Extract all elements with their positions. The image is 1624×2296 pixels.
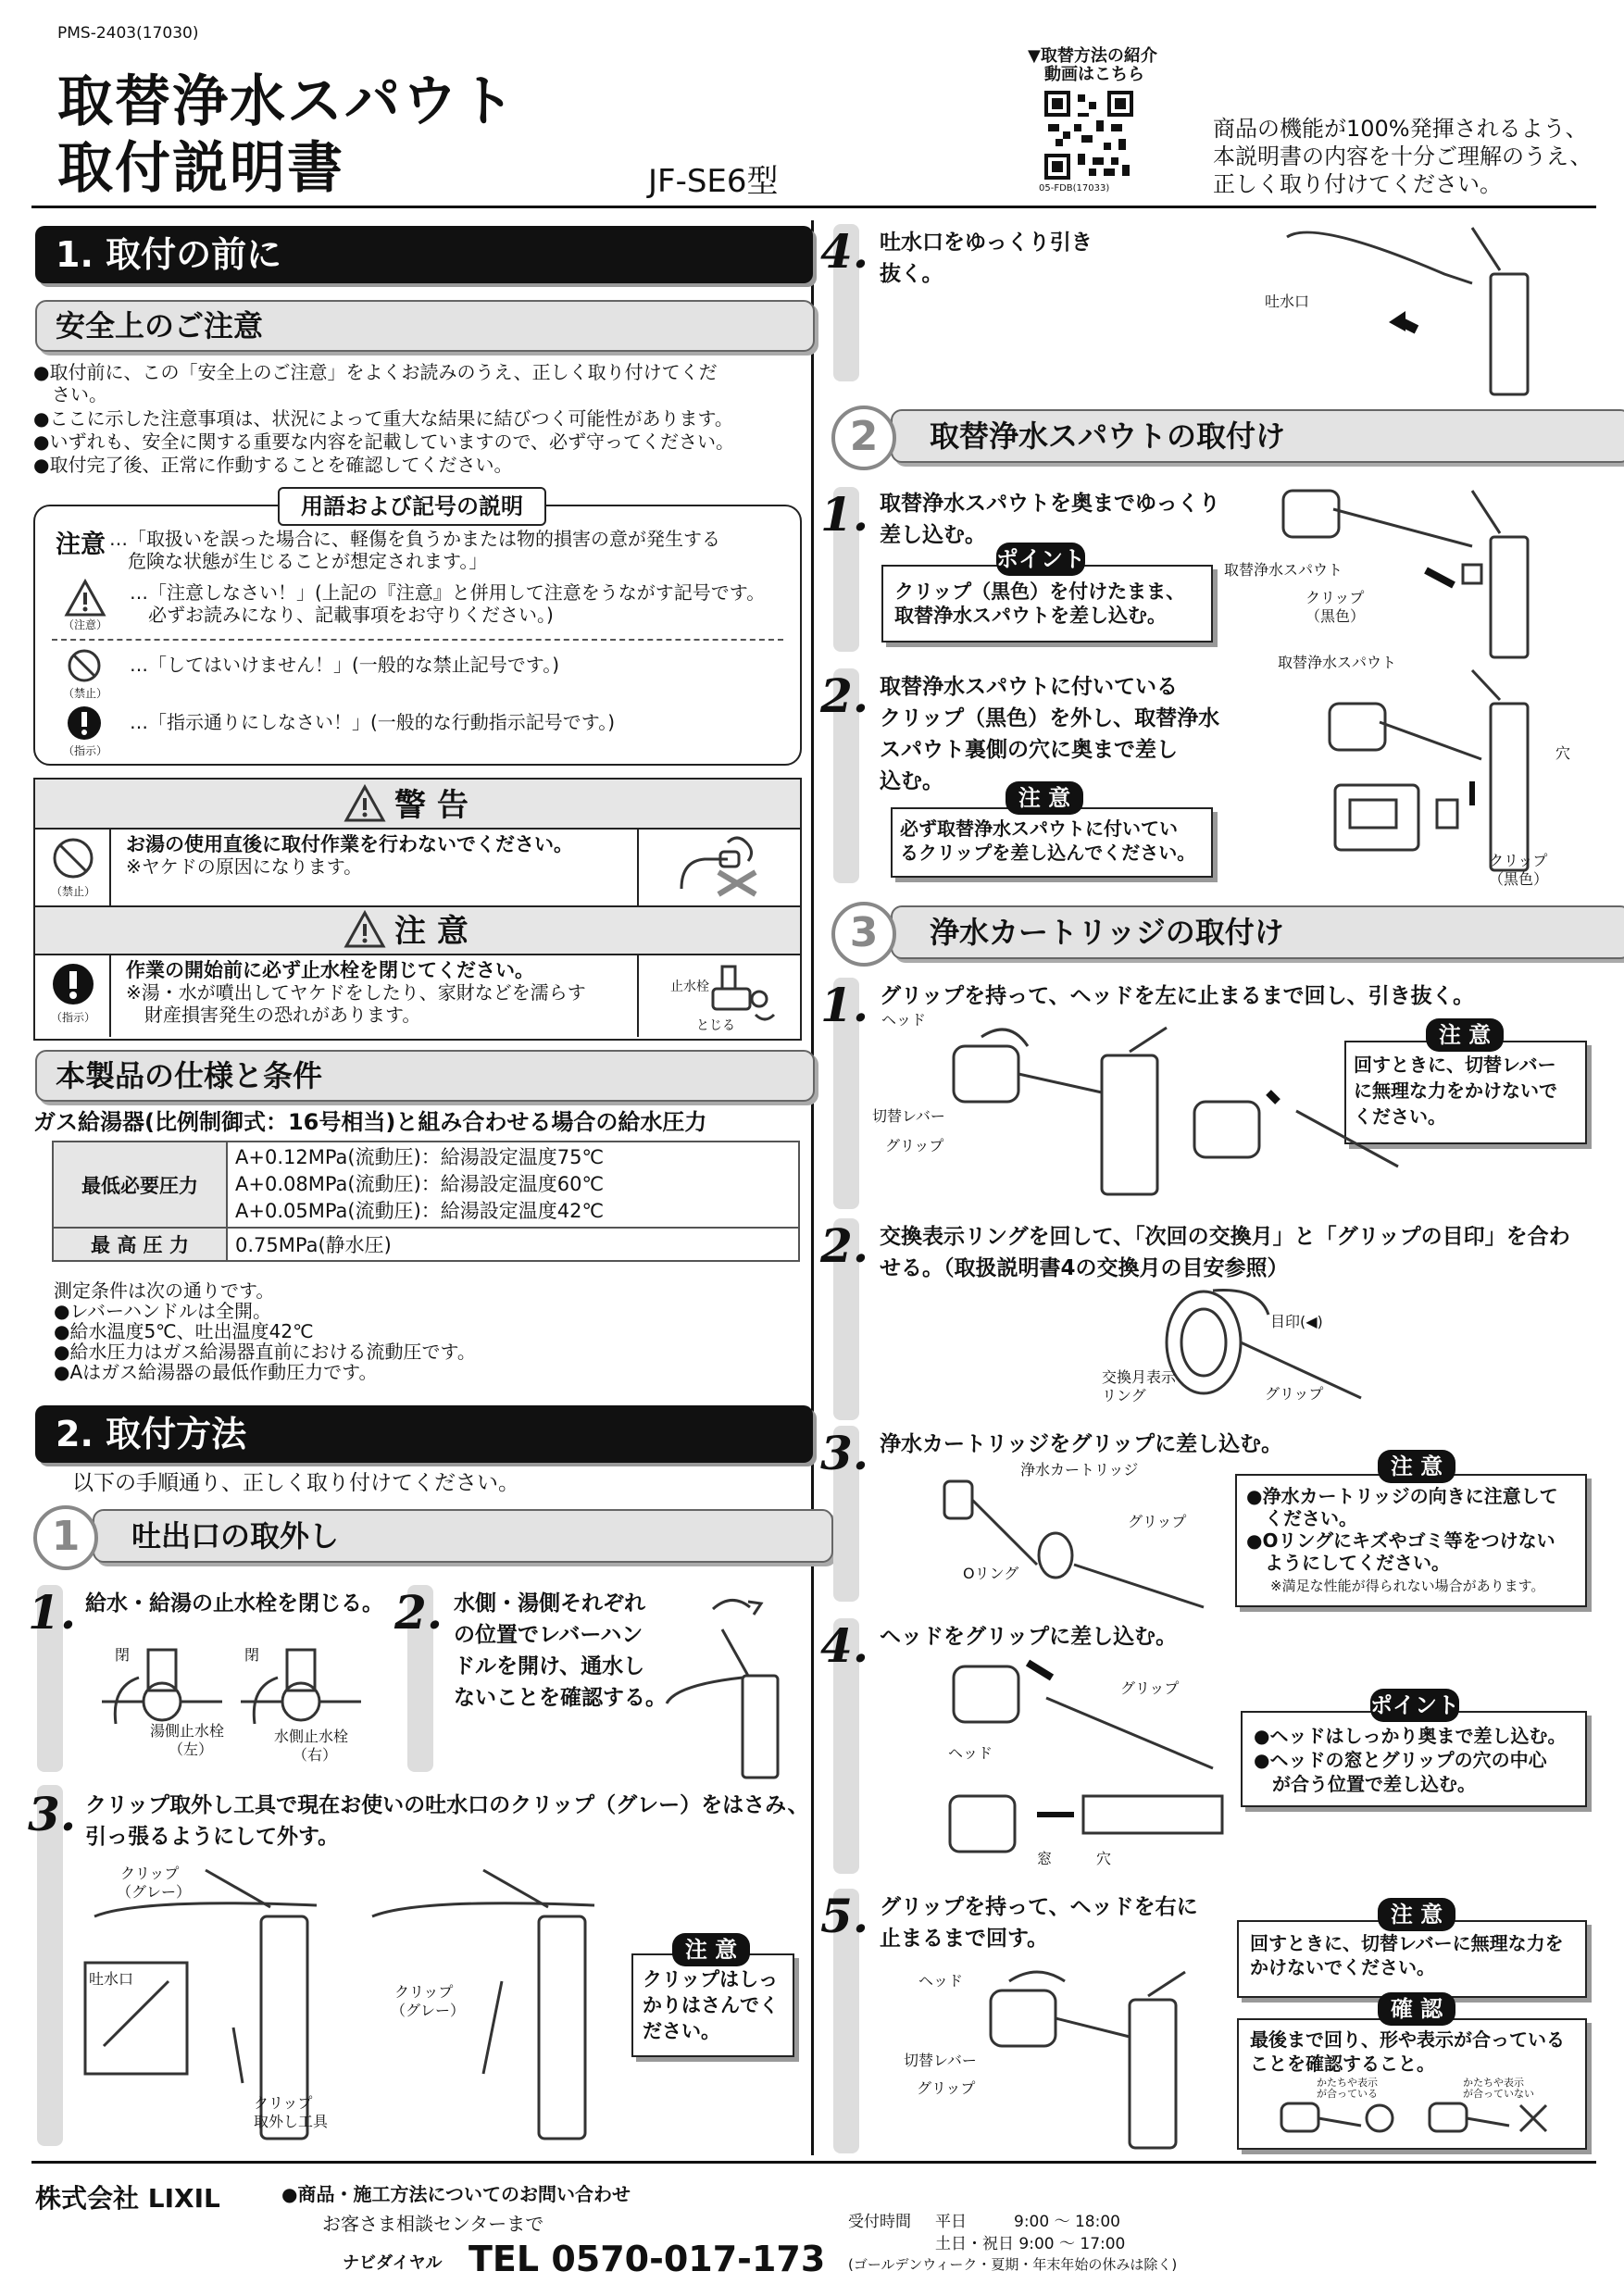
p3-step5-small-label: が合っている	[1317, 2088, 1378, 2100]
part2-title: 取替浄水スパウトの取付け	[891, 409, 1624, 463]
p2-step1-number: 1.	[820, 487, 869, 542]
header-rule	[31, 206, 1596, 208]
p3-step3-label: 浄水カートリッジ	[1020, 1461, 1139, 1479]
doc-code: PMS-2403(17030)	[57, 24, 199, 43]
p3-step4-note: ●ヘッドはしっかり奥まで差し込む。	[1254, 1725, 1567, 1747]
p2-step1-note: クリップ（黒色）を付けたまま、	[894, 580, 1186, 603]
safety-bullet-4: ●取付完了後、正常に作動することを確認してください。	[33, 454, 513, 476]
sym-prohibit-desc: …「してはいけません！」(一般的な禁止記号です。)	[130, 654, 560, 676]
p2-step1-label: クリップ	[1305, 589, 1365, 606]
footer-weekday: 平日 9:00 〜 18:00	[935, 2213, 1120, 2231]
sym-instruct-desc: …「指示通りにしなさい！」(一般的な行動指示記号です。)	[130, 711, 616, 733]
p2-step1-note: 取替浄水スパウトを差し込む。	[894, 605, 1167, 627]
faucet-lever-illustration	[657, 1592, 796, 1778]
intro-line-3: 正しく取り付けてください。	[1213, 171, 1502, 197]
p3-step1-label: ヘッド	[881, 1011, 927, 1029]
spec-row2-value: 0.75MPa(静水圧)	[227, 1228, 799, 1261]
p3-step5-text: 止まるまで回す。	[880, 1927, 1049, 1951]
p3-step2-label: リング	[1102, 1387, 1146, 1404]
part1-number: 1	[33, 1505, 98, 1570]
p3-step1-number: 1.	[820, 978, 869, 1032]
p3-step4-label: 穴	[1096, 1850, 1112, 1867]
p3-step3-number: 3.	[820, 1426, 869, 1480]
qr-caption: 05-FDB(17033)	[1039, 183, 1110, 193]
p3-step4-number: 4.	[820, 1618, 869, 1673]
p3-step5-confirm-note: ことを確認すること。	[1250, 2053, 1435, 2075]
p1-step3-label: クリップ	[120, 1865, 180, 1882]
p3-step2-text: せる。（取扱説明書4の交換月の目安参照）	[880, 1256, 1289, 1280]
spec-note: ●Aはガス給湯器の最低作動圧力です。	[54, 1361, 378, 1383]
p1-step2-text: の位置でレバーハン	[454, 1623, 643, 1647]
p2-step2-text: 込む。	[880, 769, 943, 793]
p1-step1-label: 湯側止水栓	[150, 1722, 225, 1740]
p1-step2-text: 水側・湯側それぞれ	[454, 1591, 645, 1616]
spec-row2-label: 最 高 圧 力	[53, 1228, 227, 1261]
p3-step2-text: 交換表示リングを回して、「次回の交換月」と「グリップの目印」を合わ	[880, 1225, 1570, 1249]
clip-detail-illustration	[1331, 781, 1470, 855]
spec-subtitle: ガス給湯器(比例制御式：16号相当)と組み合わせる場合の給水圧力	[33, 1109, 707, 1135]
p1-step3-note-tag: 注 意	[672, 1933, 750, 1966]
footer-hours-label: 受付時間	[848, 2213, 911, 2231]
p3-step5-confirm-tag: 確 認	[1378, 1992, 1455, 2026]
p3-step5-label: グリップ	[917, 2079, 976, 2097]
warning-triangle-icon	[65, 580, 106, 617]
company-name: 株式会社 LIXIL	[35, 2183, 220, 2214]
instruction-icon	[67, 705, 102, 741]
spec-note: 測定条件は次の通りです。	[54, 1279, 275, 1302]
p2-step1-label: （黒色）	[1305, 607, 1366, 625]
footer-inquiry: ●商品・施工方法についてのお問い合わせ	[281, 2183, 631, 2205]
close-label: とじる	[696, 1018, 735, 1033]
spec-table	[52, 1141, 800, 1262]
caution-title: 注 意	[394, 913, 468, 950]
p3-step1-label: グリップ	[885, 1137, 944, 1154]
sym-caution-desc-1: …「注意しなさい！」(上記の『注意』と併用して注意をうながす記号です。	[130, 581, 766, 604]
p3-step1-text: グリップを持って、ヘッドを左に止まるまで回し、引き抜く。	[880, 984, 1475, 1008]
safety-heading: 安全上のご注意	[35, 300, 815, 352]
p3-step2-label: 目印(◀)	[1270, 1313, 1323, 1330]
warning-triangle-icon	[344, 785, 385, 822]
p1-step1-label: （左）	[169, 1741, 214, 1758]
p3-step4-label: グリップ	[1120, 1679, 1180, 1697]
sym-caution-desc-2: 必ずお読みになり、記載事項をお守りください。)	[130, 604, 554, 626]
p3-step5-label: ヘッド	[918, 1972, 964, 1990]
valve-label: 止水栓	[670, 980, 709, 994]
p2-step2-label: 取替浄水スパウト	[1278, 654, 1397, 671]
p3-step5-small-label: かたちや表示	[1463, 2077, 1524, 2089]
p3-step4-note: が合う位置で差し込む。	[1254, 1773, 1476, 1795]
p3-step3-small-note: ※満足な性能が得られない場合があります。	[1270, 1578, 1545, 1594]
title-line1: 取替浄水スパウト	[57, 69, 517, 134]
p1-step3-label: クリップ	[394, 1983, 454, 2001]
p1-step1-label: （右）	[293, 1746, 338, 1764]
warning-text: お湯の使用直後に取付作業を行わないでください。	[126, 833, 573, 855]
p3-step5-note: かけないでください。	[1250, 1956, 1435, 1978]
p3-step5-text: グリップを持って、ヘッドを右に	[880, 1895, 1198, 1919]
warning-divider	[109, 830, 111, 905]
warning-triangle-icon	[344, 911, 385, 948]
section1-heading: 1. 取付の前に	[35, 226, 813, 283]
caution-symbol-label: （指示）	[50, 1011, 95, 1024]
warning-symbol-label: （禁止）	[50, 885, 95, 898]
spec-row1-values	[227, 1142, 799, 1228]
p3-step4-note: ●ヘッドの窓とグリップの穴の中心	[1254, 1749, 1547, 1771]
caution-note-2: 財産損害発生の恐れがあります。	[126, 1004, 421, 1026]
p3-step3-label: Oリング	[963, 1565, 1019, 1582]
shutoff-valve-illustration	[704, 963, 778, 1028]
footer-rule	[31, 2161, 1596, 2164]
prohibit-symbol-label: （禁止）	[62, 687, 107, 700]
p2-step2-text: スパウト裏側の穴に奥まで差し	[880, 738, 1178, 762]
p2-step2-label: （黒色）	[1489, 870, 1549, 888]
terms-title: 用語および記号の説明	[278, 487, 546, 526]
section2-intro: 以下の手順通り、正しく取り付けてください。	[72, 1471, 519, 1495]
spec-note: ●給水温度5℃、吐出温度42℃	[54, 1320, 314, 1342]
p3-step1-note: に無理な力をかけないで	[1354, 1079, 1557, 1102]
warning-divider	[637, 830, 639, 905]
hot-water-hand-illustration	[672, 833, 765, 898]
p1-step3-label: （グレー）	[117, 1883, 192, 1901]
p3-step3-tag: 注 意	[1378, 1450, 1455, 1483]
instruction-symbol-label: （指示）	[62, 744, 107, 757]
p3-step5-small-label: が合っていない	[1463, 2088, 1534, 2100]
p3-step1-note: ください。	[1354, 1105, 1446, 1128]
table-row	[53, 1228, 799, 1261]
spec-heading: 本製品の仕様と条件	[35, 1050, 815, 1102]
p3-step5-label: 切替レバー	[904, 2052, 977, 2069]
spout-removal-illustration	[1278, 218, 1546, 394]
p1-step1-label: 水側止水栓	[274, 1728, 349, 1745]
p3-step1-tag: 注 意	[1426, 1018, 1504, 1052]
p2-step2-tag: 注 意	[1006, 781, 1083, 815]
p1-step1-label: 閉	[115, 1646, 131, 1664]
safety-bullet-3: ●いずれも、安全に関する重要な内容を記載していますので、必ず守ってください。	[33, 430, 735, 453]
part3-title: 浄水カートリッジの取付け	[891, 905, 1624, 959]
head-turn-illustration	[972, 1963, 1222, 2148]
p1-step2-text: ドルを開け、通水し	[454, 1654, 645, 1678]
caution-symbol-label: （注意）	[62, 618, 107, 631]
p3-step2-label: 交換月表示	[1102, 1368, 1177, 1386]
terms-dashed-rule	[52, 639, 783, 641]
p3-step2-label: グリップ	[1265, 1385, 1324, 1403]
head-removal-illustration	[935, 1018, 1407, 1204]
p3-step4-label: ヘッド	[948, 1744, 993, 1762]
prohibit-icon	[52, 837, 94, 880]
p1-step2-text: ないことを確認する。	[454, 1686, 667, 1710]
p1-step3-text: クリップ取外し工具で現在お使いの吐水口のクリップ（グレー）をはさみ、	[85, 1793, 809, 1817]
p3-step3-note: ようにしてください。	[1246, 1552, 1450, 1574]
p3-step3-note: ●Oリングにキズやゴミ等をつけない	[1246, 1529, 1555, 1552]
caution-divider	[109, 955, 111, 1037]
spec-note: ●給水圧力はガス給湯器直前における流動圧です。	[54, 1341, 476, 1363]
spec-value: A+0.05MPa(流動圧)：給湯設定温度42℃	[235, 1200, 605, 1222]
p1-step3-label: 吐水口	[89, 1970, 134, 1988]
p1-step3-note: かりはさんでく	[643, 1994, 779, 2016]
p2-step2-note: るクリップを差し込んでください。	[900, 842, 1196, 864]
p1-step4-number: 4.	[820, 224, 869, 279]
clip-removal-illustration	[85, 1861, 622, 2139]
p1-step3-label: （グレー）	[391, 2002, 466, 2019]
exchange-ring-illustration	[1148, 1287, 1370, 1416]
prohibit-icon	[67, 648, 102, 683]
p2-step1-tag: ポイント	[996, 543, 1085, 576]
p3-step4-text: ヘッドをグリップに差し込む。	[880, 1625, 1178, 1649]
p2-step2-note: 必ず取替浄水スパウトに付いてい	[900, 817, 1178, 840]
p3-step4-tag: ポイント	[1370, 1689, 1459, 1722]
footer-tel[interactable]: TEL 0570-017-173	[468, 2239, 826, 2279]
p3-step5-confirm-note: 最後まで回り、形や表示が合っている	[1250, 2028, 1565, 2051]
p1-step4-text: 抜く。	[880, 262, 943, 286]
model-number: JF-SE6型	[648, 163, 779, 200]
part3-number: 3	[831, 902, 896, 967]
spout-label: 吐水口	[1265, 293, 1310, 310]
head-insert-illustration	[935, 1657, 1231, 1870]
section2-heading: 2. 取付方法	[35, 1405, 813, 1463]
qr-code-icon[interactable]	[1044, 91, 1133, 180]
footer-navi-dial: ナビダイヤル	[343, 2253, 443, 2273]
spec-row1-label: 最低必要圧力	[53, 1142, 227, 1228]
p3-step1-label: 切替レバー	[872, 1107, 945, 1125]
spec-value: A+0.12MPa(流動圧)：給湯設定温度75℃	[235, 1146, 605, 1168]
table-row	[53, 1142, 799, 1228]
footer-weekend: 土日・祝日 9:00 〜 17:00	[935, 2235, 1126, 2253]
p2-step2-text: 取替浄水スパウトに付いている	[880, 675, 1178, 699]
p2-step1-text: 差し込む。	[880, 523, 986, 547]
p1-step1-label: 閉	[244, 1646, 260, 1664]
confirm-ok-ng-illustration	[1278, 2098, 1574, 2140]
p1-step1-text: 給水・給湯の止水栓を閉じる。	[85, 1591, 383, 1616]
intro-line-2: 本説明書の内容を十分ご理解のうえ、	[1213, 144, 1593, 169]
qr-label-2: 動画はこちら	[1044, 65, 1144, 84]
p3-step2-number: 2.	[820, 1218, 869, 1273]
p2-step2-label: クリップ	[1489, 852, 1548, 869]
safety-bullet-1: ●取付前に、この「安全上のご注意」をよくお読みのうえ、正しく取り付けてくだ	[33, 361, 718, 383]
warning-note: ※ヤケドの原因になります。	[126, 855, 363, 878]
p3-step4-label: 窓	[1037, 1850, 1053, 1867]
p2-step2-label: 穴	[1555, 744, 1571, 762]
p1-step3-label: クリップ	[254, 2094, 313, 2112]
footer-center: お客さま相談センターまで	[322, 2213, 544, 2235]
intro-line-1: 商品の機能が100%発揮されるよう、	[1213, 116, 1588, 142]
caution-note-1: ※湯・水が噴出してヤケドをしたり、家財などを濡らす	[126, 981, 586, 1004]
p1-step3-note: ださい。	[643, 2020, 720, 2042]
p3-step5-number: 5.	[820, 1889, 869, 1943]
spec-value: A+0.08MPa(流動圧)：給湯設定温度60℃	[235, 1173, 605, 1195]
p1-step3-note: クリップはしっ	[643, 1968, 779, 1990]
p2-step1-text: 取替浄水スパウトを奥までゆっくり	[880, 492, 1220, 516]
caution-desc-2: 危険な状態が生じることが想定されます。」	[109, 550, 488, 572]
p3-step5-tag: 注 意	[1378, 1898, 1455, 1931]
p3-step3-note: ●浄水カートリッジの向きに注意して	[1246, 1485, 1558, 1507]
footer-holiday-note: (ゴールデンウィーク・夏期・年末年始の休みは除く)	[848, 2256, 1178, 2273]
p3-step3-text: 浄水カートリッジをグリップに差し込む。	[880, 1432, 1283, 1456]
safety-bullet-2: ●ここに示した注意事項は、状況によって重大な結果に結びつく可能性があります。	[33, 407, 733, 430]
p1-step3-text: 引っ張るようにして外す。	[85, 1825, 340, 1849]
part1-title: 吐出口の取外し	[93, 1509, 833, 1563]
p1-step3-label: 取外し工具	[254, 2113, 329, 2130]
title-line2: 取付説明書	[57, 136, 344, 201]
p3-step3-note: ください。	[1246, 1507, 1357, 1529]
p2-step2-text: クリップ（黒色）を外し、取替浄水	[880, 706, 1220, 730]
qr-label-1: ▼取替方法の紹介	[1028, 46, 1157, 66]
instruction-icon	[52, 963, 94, 1005]
cartridge-insert-illustration	[935, 1472, 1213, 1611]
p3-step1-note: 回すときに、切替レバー	[1354, 1054, 1556, 1076]
p2-step1-label: 取替浄水スパウト	[1224, 561, 1343, 579]
caution-word: 注意	[56, 530, 106, 559]
safety-bullet-1b: さい。	[33, 383, 107, 406]
column-divider	[811, 220, 814, 2155]
warning-title: 警 告	[394, 787, 468, 824]
p2-step2-number: 2.	[820, 668, 869, 723]
p1-step1-number: 1.	[28, 1585, 77, 1640]
p3-step5-note: 回すときに、切替レバーに無理な力を	[1250, 1932, 1564, 1954]
caution-desc-1: …「取扱いを誤った場合に、軽傷を負うかまたは物的損害の意が発生する	[109, 528, 720, 550]
p1-step4-text: 吐水口をゆっくり引き	[880, 231, 1093, 255]
caution-divider	[637, 955, 639, 1037]
p1-step3-number: 3.	[28, 1787, 77, 1841]
p3-step5-small-label: かたちや表示	[1317, 2077, 1378, 2089]
p3-step3-label: グリップ	[1128, 1513, 1187, 1530]
part2-number: 2	[831, 406, 896, 470]
p1-step2-number: 2.	[394, 1585, 443, 1640]
caution-text: 作業の開始前に必ず止水栓を閉じてください。	[126, 959, 534, 981]
spec-note: ●レバーハンドルは全開。	[54, 1300, 272, 1322]
